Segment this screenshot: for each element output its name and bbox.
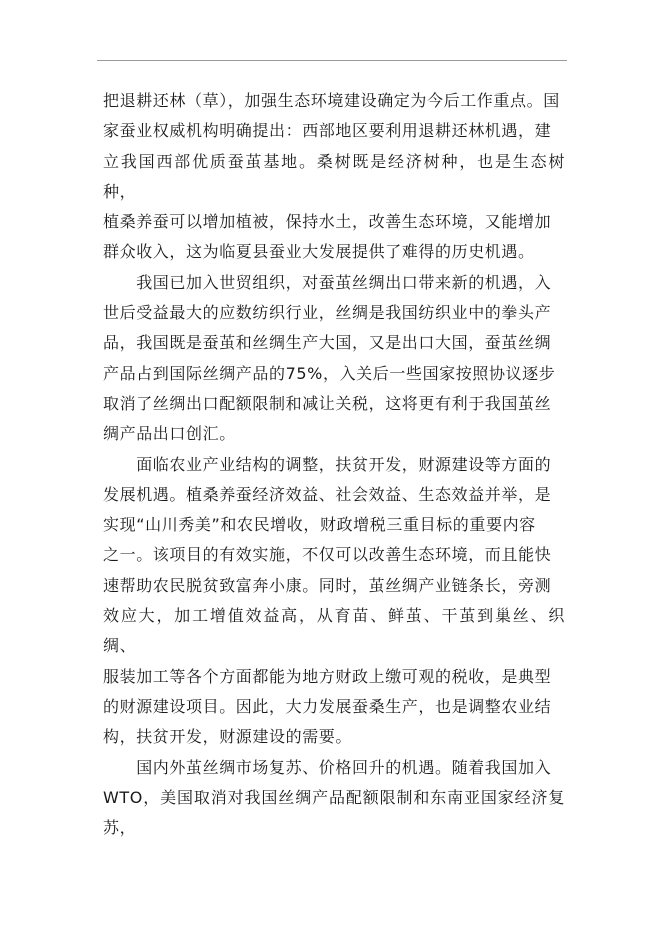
- text-line: 的财源建设项目。因此，大力发展蚕桑生产，也是调整农业结: [103, 696, 552, 716]
- paragraph-2: [103, 268, 565, 450]
- text-line: 群众收入，这为临夏县蚕业大发展提供了难得的历史机遇。: [103, 242, 535, 262]
- page-body: [103, 86, 565, 843]
- text-line: 世后受益最大的应数纺织行业，丝绸是我国纺织业中的拳头产: [103, 303, 552, 323]
- text-line: 服装加工等各个方面都能为地方财政上缴可观的税收，是典型: [103, 666, 552, 686]
- text-line: 家蚕业权威机构明确提出：西部地区要利用退耕还林机遇，建: [103, 121, 552, 141]
- header-rule: [97, 60, 567, 61]
- text-line: 效应大，加工增值效益高，从育苗、鲜茧、干茧到巢丝、织绸、: [103, 606, 565, 656]
- text-line: 立我国西部优质蚕茧基地。桑树既是经济树种，也是生态树种，: [103, 151, 565, 201]
- text-line: 国内外茧丝绸市场复苏、价格回升的机遇。随着我国加入: [103, 757, 552, 777]
- text-line: 植桑养蚕可以增加植被，保持水土，改善生态环境，又能增加: [103, 212, 552, 232]
- text-line: 构，扶贫开发，财源建设的需要。: [103, 727, 353, 747]
- text-line: 品，我国既是蚕茧和丝绸生产大国，又是出口大国，蚕茧丝绸: [103, 333, 552, 353]
- text-line: 产品占到国际丝绸产品的75%，入关后一些国家按照协议逐步: [103, 363, 556, 383]
- text-line: 我国已加入世贸组织，对蚕茧丝绸出口带来新的机遇，入: [103, 272, 552, 292]
- text-line: 之一。该项目的有效实施，不仅可以改善生态环境，而且能快: [103, 545, 552, 565]
- text-line: 发展机遇。植桑养蚕经济效益、社会效益、生态效益并举，是: [103, 484, 552, 504]
- text-line: WTO，美国取消对我国丝绸产品配额限制和东南亚国家经济复苏，: [103, 787, 565, 838]
- text-line: 取消了丝绸出口配额限制和减让关税，这将更有利于我国茧丝: [103, 393, 552, 413]
- paragraph-1: [103, 86, 565, 268]
- text-line: 把退耕还林（草），加强生态环境建设确定为今后工作重点。国: [103, 91, 560, 110]
- text-line: 绸产品出口创汇。: [103, 424, 236, 444]
- text-line: 实现“山川秀美”和农民增收，财政增税三重目标的重要内容: [103, 515, 536, 535]
- text-line: 速帮助农民脱贫致富奔小康。同时，茧丝绸产业链条长，旁测: [103, 575, 552, 595]
- paragraph-4: [103, 753, 565, 844]
- paragraph-3: [103, 450, 565, 753]
- text-line: 面临农业产业结构的调整，扶贫开发，财源建设等方面的: [103, 454, 552, 474]
